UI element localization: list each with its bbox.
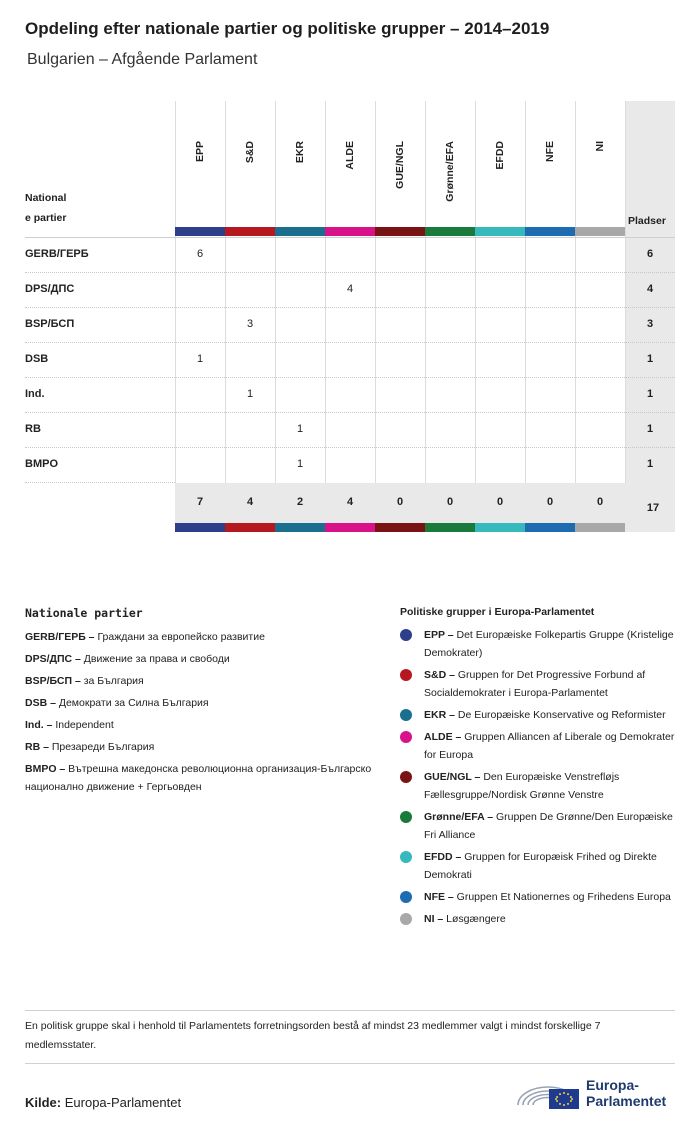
national-party-legend-item: GERB/ГЕРБ – Граждани за европейско развитие (25, 631, 265, 643)
group-color-bar (425, 227, 475, 236)
group-total: 0 (446, 496, 454, 508)
national-party-legend-item: Ind. – Independent (25, 719, 114, 731)
page-subtitle: Bulgarien – Afgående Parlament (27, 51, 258, 68)
group-color-bar (225, 227, 275, 236)
party-name: GERB/ГЕРБ (25, 248, 89, 260)
national-party-legend-item: RB – Презареди България (25, 741, 155, 753)
group-legend-item: NFE – Gruppen Et Nationernes og Frihedens Europa (400, 888, 685, 906)
group-color-dot-icon (400, 811, 412, 823)
source-line: Kilde: Europa-Parlamentet (25, 1095, 182, 1110)
group-header: EFDD (494, 141, 506, 170)
grand-total: 17 (646, 502, 660, 514)
national-party-legend-item: BSP/БСП – за България (25, 675, 144, 687)
group-color-bar (275, 227, 325, 236)
group-total: 7 (196, 496, 204, 508)
group-header: NFE (544, 141, 556, 162)
group-header: EKR (294, 141, 306, 164)
group-legend-item: EKR – De Europæiske Konservative og Reformister (400, 706, 685, 724)
group-total: 2 (296, 496, 304, 508)
group-legend-item: S&D – Gruppen for Det Progressive Forbund af Socialdemokrater i Europa-Parlamentet (400, 666, 685, 702)
seat-cell: 1 (296, 423, 304, 435)
logo-wordmark: Europa- Parlamentet (586, 1077, 667, 1109)
row-divider (25, 377, 675, 378)
group-color-bar (575, 523, 625, 532)
group-color-dot-icon (400, 891, 412, 903)
parliament-hemicycle-icon (515, 1072, 585, 1114)
national-parties-legend (25, 606, 380, 800)
row-divider (25, 482, 175, 483)
row-divider (25, 412, 675, 413)
group-header: EPP (194, 141, 206, 163)
party-name: Ind. (25, 388, 45, 400)
group-header: NI (594, 141, 606, 152)
row-divider (25, 447, 675, 448)
group-total: 4 (346, 496, 354, 508)
row-divider (25, 307, 675, 308)
group-color-bar (175, 227, 225, 236)
row-seat-total: 4 (646, 283, 654, 295)
divider (25, 1010, 675, 1011)
seats-header: Pladser (628, 215, 666, 227)
group-header: GUE/NGL (394, 141, 406, 189)
party-name: BSP/БСП (25, 318, 75, 330)
group-color-bar (375, 523, 425, 532)
group-legend-item: GUE/NGL – Den Europæiske Venstrefløjs Fællesgruppe/Nordisk Grønne Venstre (400, 768, 685, 804)
divider (25, 1063, 675, 1064)
group-color-dot-icon (400, 629, 412, 641)
group-color-bar (525, 227, 575, 236)
row-divider (25, 342, 675, 343)
row-seat-total: 6 (646, 248, 654, 260)
party-name: RB (25, 423, 41, 435)
group-color-bar (375, 227, 425, 236)
seat-cell: 1 (246, 388, 254, 400)
group-color-bar (425, 523, 475, 532)
political-groups-legend (400, 606, 685, 932)
group-total: 4 (246, 496, 254, 508)
group-legend-item: NI – Løsgængere (400, 910, 685, 928)
group-legend-item: EPP – Det Europæiske Folkepartis Gruppe (Kristelige Demokrater) (400, 626, 685, 662)
seat-cell: 1 (196, 353, 204, 365)
group-color-bar (325, 227, 375, 236)
group-color-dot-icon (400, 771, 412, 783)
party-name: DPS/ДПС (25, 283, 75, 295)
national-party-legend-item: DSB – Демократи за Силна България (25, 697, 209, 709)
seat-cell: 4 (346, 283, 354, 295)
group-color-bar (225, 523, 275, 532)
group-color-dot-icon (400, 913, 412, 925)
row-seat-total: 1 (646, 388, 654, 400)
page-title: Opdeling efter nationale partier og politiske grupper – 2014–2019 (25, 19, 550, 38)
group-legend-item: Grønne/EFA – Gruppen De Grønne/Den Europæiske Fri Alliance (400, 808, 685, 844)
group-color-bar (525, 523, 575, 532)
row-seat-total: 1 (646, 423, 654, 435)
group-total: 0 (496, 496, 504, 508)
row-seat-total: 1 (646, 458, 654, 470)
seat-cell: 1 (296, 458, 304, 470)
row-divider (25, 272, 675, 273)
group-color-dot-icon (400, 709, 412, 721)
group-total: 0 (396, 496, 404, 508)
national-parties-header: National e partier (25, 192, 67, 224)
group-color-bar (475, 523, 525, 532)
national-legend-heading: Nationale partier (25, 606, 143, 620)
row-seat-total: 3 (646, 318, 654, 330)
party-name: DSB (25, 353, 49, 365)
seat-cell: 3 (246, 318, 254, 330)
group-legend-item: EFDD – Gruppen for Europæisk Frihed og Direkte Demokrati (400, 848, 685, 884)
group-legend-item: ALDE – Gruppen Alliancen af Liberale og Demokrater for Europa (400, 728, 685, 764)
group-total: 0 (546, 496, 554, 508)
national-party-legend-item: DPS/ДПС – Движение за права и свободи (25, 653, 230, 665)
national-party-legend-item: BMPO – Вътрешна македонска революционна организация-Българско национално движение + Гергьовден (25, 763, 372, 793)
group-color-bar (175, 523, 225, 532)
group-color-dot-icon (400, 669, 412, 681)
group-header: Grønne/EFA (444, 141, 456, 202)
group-header: ALDE (344, 141, 356, 170)
groups-legend-heading: Politiske grupper i Europa-Parlamentet (400, 606, 595, 618)
party-name: BMPO (25, 458, 58, 470)
seat-cell: 6 (196, 248, 204, 260)
row-seat-total: 1 (646, 353, 654, 365)
group-header: S&D (244, 141, 256, 164)
group-color-dot-icon (400, 851, 412, 863)
header-divider (25, 237, 675, 238)
group-color-bar (275, 523, 325, 532)
group-color-bar (325, 523, 375, 532)
group-color-bar (575, 227, 625, 236)
group-total: 0 (596, 496, 604, 508)
group-color-dot-icon (400, 731, 412, 743)
group-color-bar (475, 227, 525, 236)
rules-note: En politisk gruppe skal i henhold til Parlamentets forretningsorden bestå af mindst 23 medlemmer valgt i mindst forskellige 7 medlemsstater. (25, 1020, 601, 1051)
